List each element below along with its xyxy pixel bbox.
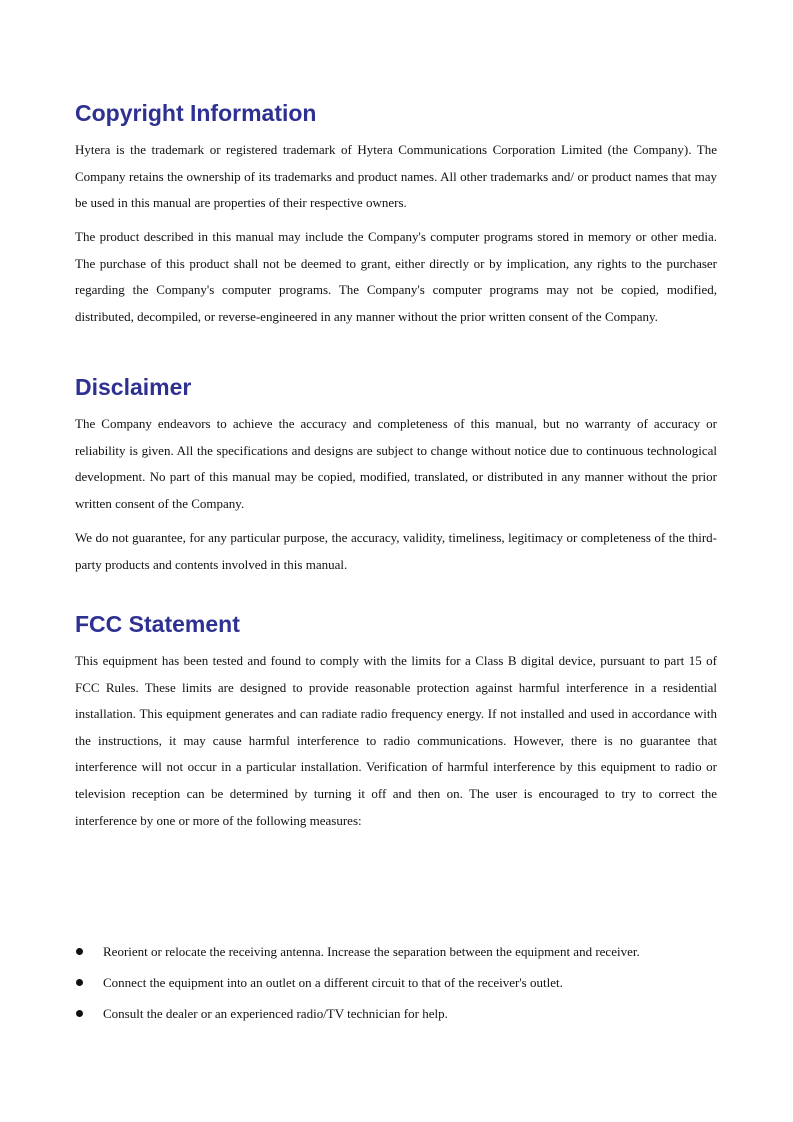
list-item <box>75 938 735 969</box>
measure-text: Consult the dealer or an experienced radio/TV technician for help. <box>103 1006 448 1021</box>
copyright-paragraph-1: Hytera is the trademark or registered trademark of Hytera Communications Corporation Limited (the Company). The Company retains the ownership of its trademarks and product names. All other trademarks and/ or product names that may be used in this manual are properties of their respective owners. <box>75 142 717 211</box>
fcc-paragraph: This equipment has been tested and found to comply with the limits for a Class B digital device, pursuant to part 15 of FCC Rules. These limits are designed to provide reasonable protection against harmful interference in a residential installation. This equipment generates and can radiate radio frequency energy. If not installed and used in accordance with the instructions, it may cause harmful interference to radio communications. However, there is no guarantee that interference will not occur in a particular installation. Verification of harmful interference by this equipment to radio or television reception can be determined by turning it off and then on. The user is encouraged to try to correct the interference by one or more of the following measures: <box>75 653 717 828</box>
copyright-heading: Copyright Information <box>75 100 317 126</box>
measure-text: Connect the equipment into an outlet on a different circuit to that of the receiver's outlet. <box>103 975 563 990</box>
measure-text: Reorient or relocate the receiving antenna. Increase the separation between the equipment and receiver. <box>103 944 640 959</box>
bullet-icon <box>76 948 83 955</box>
list-item <box>75 1000 735 1031</box>
list-item <box>75 969 735 1000</box>
disclaimer-paragraph-1: The Company endeavors to achieve the accuracy and completeness of this manual, but no warranty of accuracy or reliability is given. All the specifications and designs are subject to change without notice due to continuous technological development. No part of this manual may be copied, modified, translated, or distributed in any manner without the prior written consent of the Company. <box>75 416 717 511</box>
fcc-measures-list <box>75 938 735 1031</box>
disclaimer-heading: Disclaimer <box>75 374 192 400</box>
copyright-paragraph-2: The product described in this manual may include the Company's computer programs stored in memory or other media. The purchase of this product shall not be deemed to grant, either directly or by implication, any rights to the purchaser regarding the Company's computer programs. The Company's computer programs may not be copied, modified, distributed, decompiled, or reverse-engineered in any manner without the prior written consent of the Company. <box>75 229 717 324</box>
bullet-icon <box>76 979 83 986</box>
bullet-icon <box>76 1010 83 1017</box>
disclaimer-paragraph-2: We do not guarantee, for any particular purpose, the accuracy, validity, timeliness, legitimacy or completeness of the third-party products and contents involved in this manual. <box>75 530 717 572</box>
fcc-heading: FCC Statement <box>75 611 240 637</box>
